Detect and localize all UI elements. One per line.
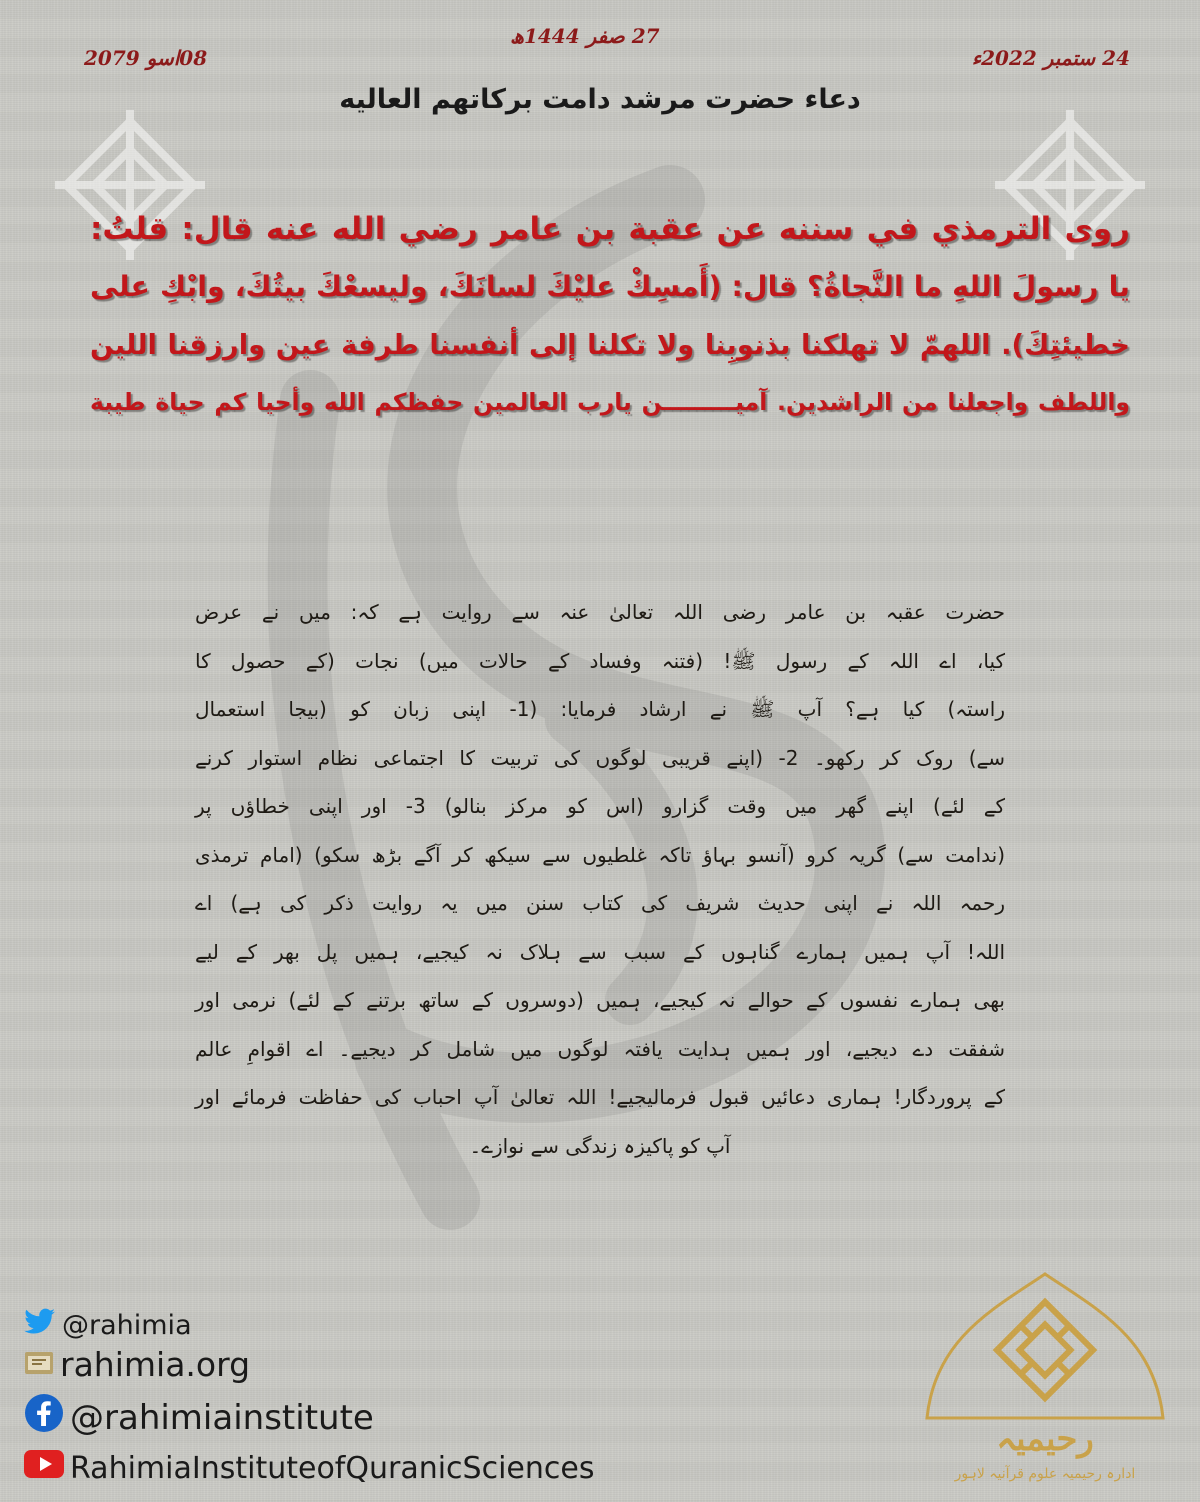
facebook-icon — [24, 1393, 64, 1442]
urdu-line: رحمہ اللہ نے اپنی حدیث شریف کی کتاب سنن میں یہ روایت ذکر کی ہے) اے — [195, 891, 1005, 915]
bikrami-date: 08اسو 2079 — [84, 46, 208, 70]
arabic-line: روی الترمذي في سننه عن عقبة بن عامر رضي الله عنه قال: قلتُ: — [90, 211, 1130, 247]
youtube-icon — [24, 1450, 64, 1486]
arabic-line: خطيئتِكَ). اللهمّ لا تهلكنا بذنوبِنا ولا تكلنا إلى أنفسنا طرفة عين وارزقنا اللين — [90, 329, 1130, 361]
rahimia-logo — [905, 1268, 1185, 1498]
urdu-line: راستہ) کیا ہے؟ آپ ﷺ نے ارشاد فرمایا: (1- اپنی زبان کو (بیجا استعمال — [195, 697, 1005, 721]
website-url: rahimia.org — [60, 1345, 251, 1384]
logo-tagline: ادارہ رحیمیہ علوم قرآنیہ لاہور — [954, 1466, 1136, 1482]
facebook-link[interactable] — [24, 1393, 374, 1442]
urdu-line: سے) روک کر رکھو۔ 2- (اپنے قریبی لوگوں کی تربیت کا اجتماعی نظام استوار کرنے — [195, 745, 1005, 770]
twitter-link[interactable] — [24, 1308, 192, 1343]
twitter-handle: @rahimia — [62, 1310, 192, 1341]
youtube-channel: RahimiaInstituteofQuranicSciences — [70, 1450, 595, 1486]
twitter-icon — [24, 1308, 56, 1343]
urdu-line: شفقت دے دیجیے، اور ہمیں ہدایت یافتہ لوگوں میں شامل کر دیجیے۔ اے اقوامِ عالم — [195, 1036, 1005, 1061]
urdu-translation — [195, 588, 1005, 1170]
urdu-line: (ندامت سے) گریہ کرو (آنسو بہاؤ تاکہ غلطیوں سے سیکھ کر آگے بڑھ سکو) (امام ترمذی — [195, 842, 1005, 867]
logo-name: رحیمیہ — [996, 1419, 1094, 1459]
arabic-hadith — [90, 200, 1130, 430]
urdu-line: اللہ! آپ ہمیں ہمارے گناہوں کے سبب سے ہلاک نہ کیجیے، ہمیں پل بھر کے لیے — [195, 939, 1005, 964]
youtube-link[interactable] — [24, 1450, 594, 1486]
page-title: دعاء حضرت مرشد دامت برکاتهم العالیه — [339, 84, 861, 115]
urdu-line: بھی ہمارے نفسوں کے حوالے نہ کیجیے، ہمیں (دوسروں کے ساتھ برتنے کے لئے) نرمی اور — [195, 988, 1005, 1012]
website-link[interactable] — [24, 1345, 250, 1384]
urdu-line: حضرت عقبہ بن عامر رضی اللہ تعالیٰ عنہ سے روایت ہے کہ: میں نے عرض — [195, 600, 1005, 624]
urdu-line: کیا، اے اللہ کے رسول ﷺ! (فتنہ وفساد کے حالات میں) نجات (کے حصول کا — [195, 648, 1005, 673]
urdu-line: آپ کو پاکیزہ زندگی سے نوازے۔ — [469, 1133, 731, 1158]
hijri-date: 27 صفر 1444ھ — [510, 24, 660, 48]
logo-emblem — [905, 1268, 1185, 1498]
facebook-handle: @rahimiainstitute — [70, 1397, 374, 1438]
website-icon — [24, 1345, 54, 1384]
arabic-line: واللطف واجعلنا من الراشدين. آميـــــــــن يارب العالمين حفظكم الله وأحيا كم حياة طيبة — [90, 388, 1130, 416]
urdu-line: کے پروردگار! ہماری دعائیں قبول فرمالیجیے! اللہ تعالیٰ آپ احباب کی حفاظت فرمائے اور — [195, 1085, 1005, 1109]
urdu-line: کے لئے) اپنے گھر میں وقت گزارو (اس کو مرکز بنالو) 3- اور اپنی خطاؤں پر — [195, 794, 1005, 818]
gregorian-date: 24 ستمبر 2022ء — [971, 46, 1130, 70]
arabic-line: يا رسولَ اللهِ ما النَّجاةُ؟ قال: (أَمسِكْ عليْكَ لسانَكَ، وليسعْكَ بيتُكَ، وابْكِ على — [90, 270, 1130, 303]
